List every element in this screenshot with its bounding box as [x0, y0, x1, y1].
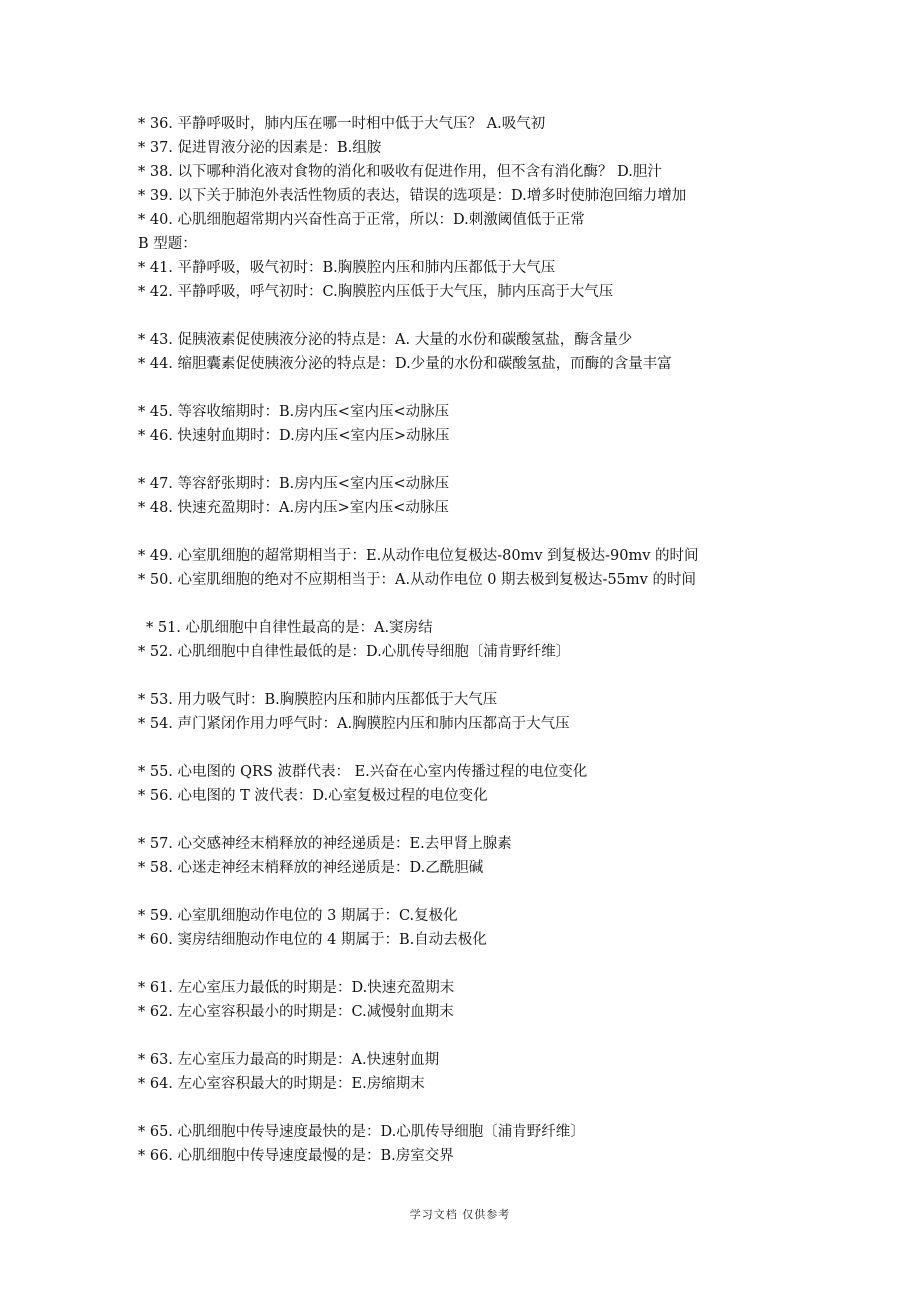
section-heading-b: B 型题：	[138, 236, 197, 252]
question-line-61: * 61. 左心室压力最低的时期是：D.快速充盈期末	[138, 980, 455, 996]
question-line-52: * 52. 心肌细胞中自律性最低的是：D.心肌传导细胞〔浦肯野纤维〕	[138, 644, 571, 660]
question-line-51: * 51. 心肌细胞中自律性最高的是：A.窦房结	[146, 620, 433, 636]
question-line-39: * 39. 以下关于肺泡外表活性物质的表达，错误的选项是：D.增多时使肺泡回缩力增加	[138, 188, 687, 204]
question-line-65: * 65. 心肌细胞中传导速度最快的是：D.心肌传导细胞〔浦肯野纤维〕	[138, 1124, 585, 1140]
question-line-60: * 60. 窦房结细胞动作电位的 4 期属于：B.自动去极化	[138, 932, 487, 948]
question-line-57: * 57. 心交感神经末梢释放的神经递质是：E.去甲肾上腺素	[138, 836, 512, 852]
question-line-50: * 50. 心室肌细胞的绝对不应期相当于：A.从动作电位 0 期去极到复极达-55mv 的时间	[138, 572, 696, 588]
page-footer: 学习文档 仅供参考	[409, 1208, 511, 1221]
question-line-58: * 58. 心迷走神经末梢释放的神经递质是：D.乙酰胆碱	[138, 860, 484, 876]
question-line-59: * 59. 心室肌细胞动作电位的 3 期属于：C.复极化	[138, 908, 458, 924]
question-line-55: * 55. 心电图的 QRS 波群代表： E.兴奋在心室内传播过程的电位变化	[138, 764, 588, 780]
question-line-56: * 56. 心电图的 T 波代表：D.心室复极过程的电位变化	[138, 788, 488, 804]
question-line-63: * 63. 左心室压力最高的时期是：A.快速射血期	[138, 1052, 440, 1068]
question-line-38: * 38. 以下哪种消化液对食物的消化和吸收有促进作用，但不含有消化酶？ D.胆汁	[138, 164, 662, 180]
question-line-43: * 43. 促胰液素促使胰液分泌的特点是：A. 大量的水份和碳酸氢盐，酶含量少	[138, 332, 633, 348]
question-line-36: * 36. 平静呼吸时，肺内压在哪一时相中低于大气压？ A.吸气初	[138, 116, 546, 132]
question-line-41: * 41. 平静呼吸，吸气初时：B.胸膜腔内压和肺内压都低于大气压	[138, 260, 556, 276]
question-line-54: * 54. 声门紧闭作用力呼气时：A.胸膜腔内压和肺内压都高于大气压	[138, 716, 570, 732]
question-line-46: * 46. 快速射血期时：D.房内压<室内压>动脉压	[138, 428, 450, 444]
question-line-44: * 44. 缩胆囊素促使胰液分泌的特点是：D.少量的水份和碳酸氢盐，而酶的含量丰富	[138, 356, 672, 372]
question-line-40: * 40. 心肌细胞超常期内兴奋性高于正常，所以：D.刺激阈值低于正常	[138, 212, 585, 228]
question-line-64: * 64. 左心室容积最大的时期是：E.房缩期末	[138, 1076, 425, 1092]
question-line-66: * 66. 心肌细胞中传导速度最慢的是：B.房室交界	[138, 1148, 454, 1164]
question-line-47: * 47. 等容舒张期时：B.房内压<室内压<动脉压	[138, 476, 450, 492]
question-line-62: * 62. 左心室容积最小的时期是：C.减慢射血期末	[138, 1004, 454, 1020]
question-line-42: * 42. 平静呼吸，呼气初时：C.胸膜腔内压低于大气压，肺内压高于大气压	[138, 284, 614, 300]
question-line-49: * 49. 心室肌细胞的超常期相当于：E.从动作电位复极达-80mv 到复极达-90mv 的时间	[138, 548, 699, 564]
question-line-53: * 53. 用力吸气时：B.胸膜腔内压和肺内压都低于大气压	[138, 692, 498, 708]
question-line-48: * 48. 快速充盈期时：A.房内压>室内压<动脉压	[138, 500, 449, 516]
question-line-45: * 45. 等容收缩期时：B.房内压<室内压<动脉压	[138, 404, 450, 420]
question-line-37: * 37. 促进胃液分泌的因素是：B.组胺	[138, 140, 382, 156]
